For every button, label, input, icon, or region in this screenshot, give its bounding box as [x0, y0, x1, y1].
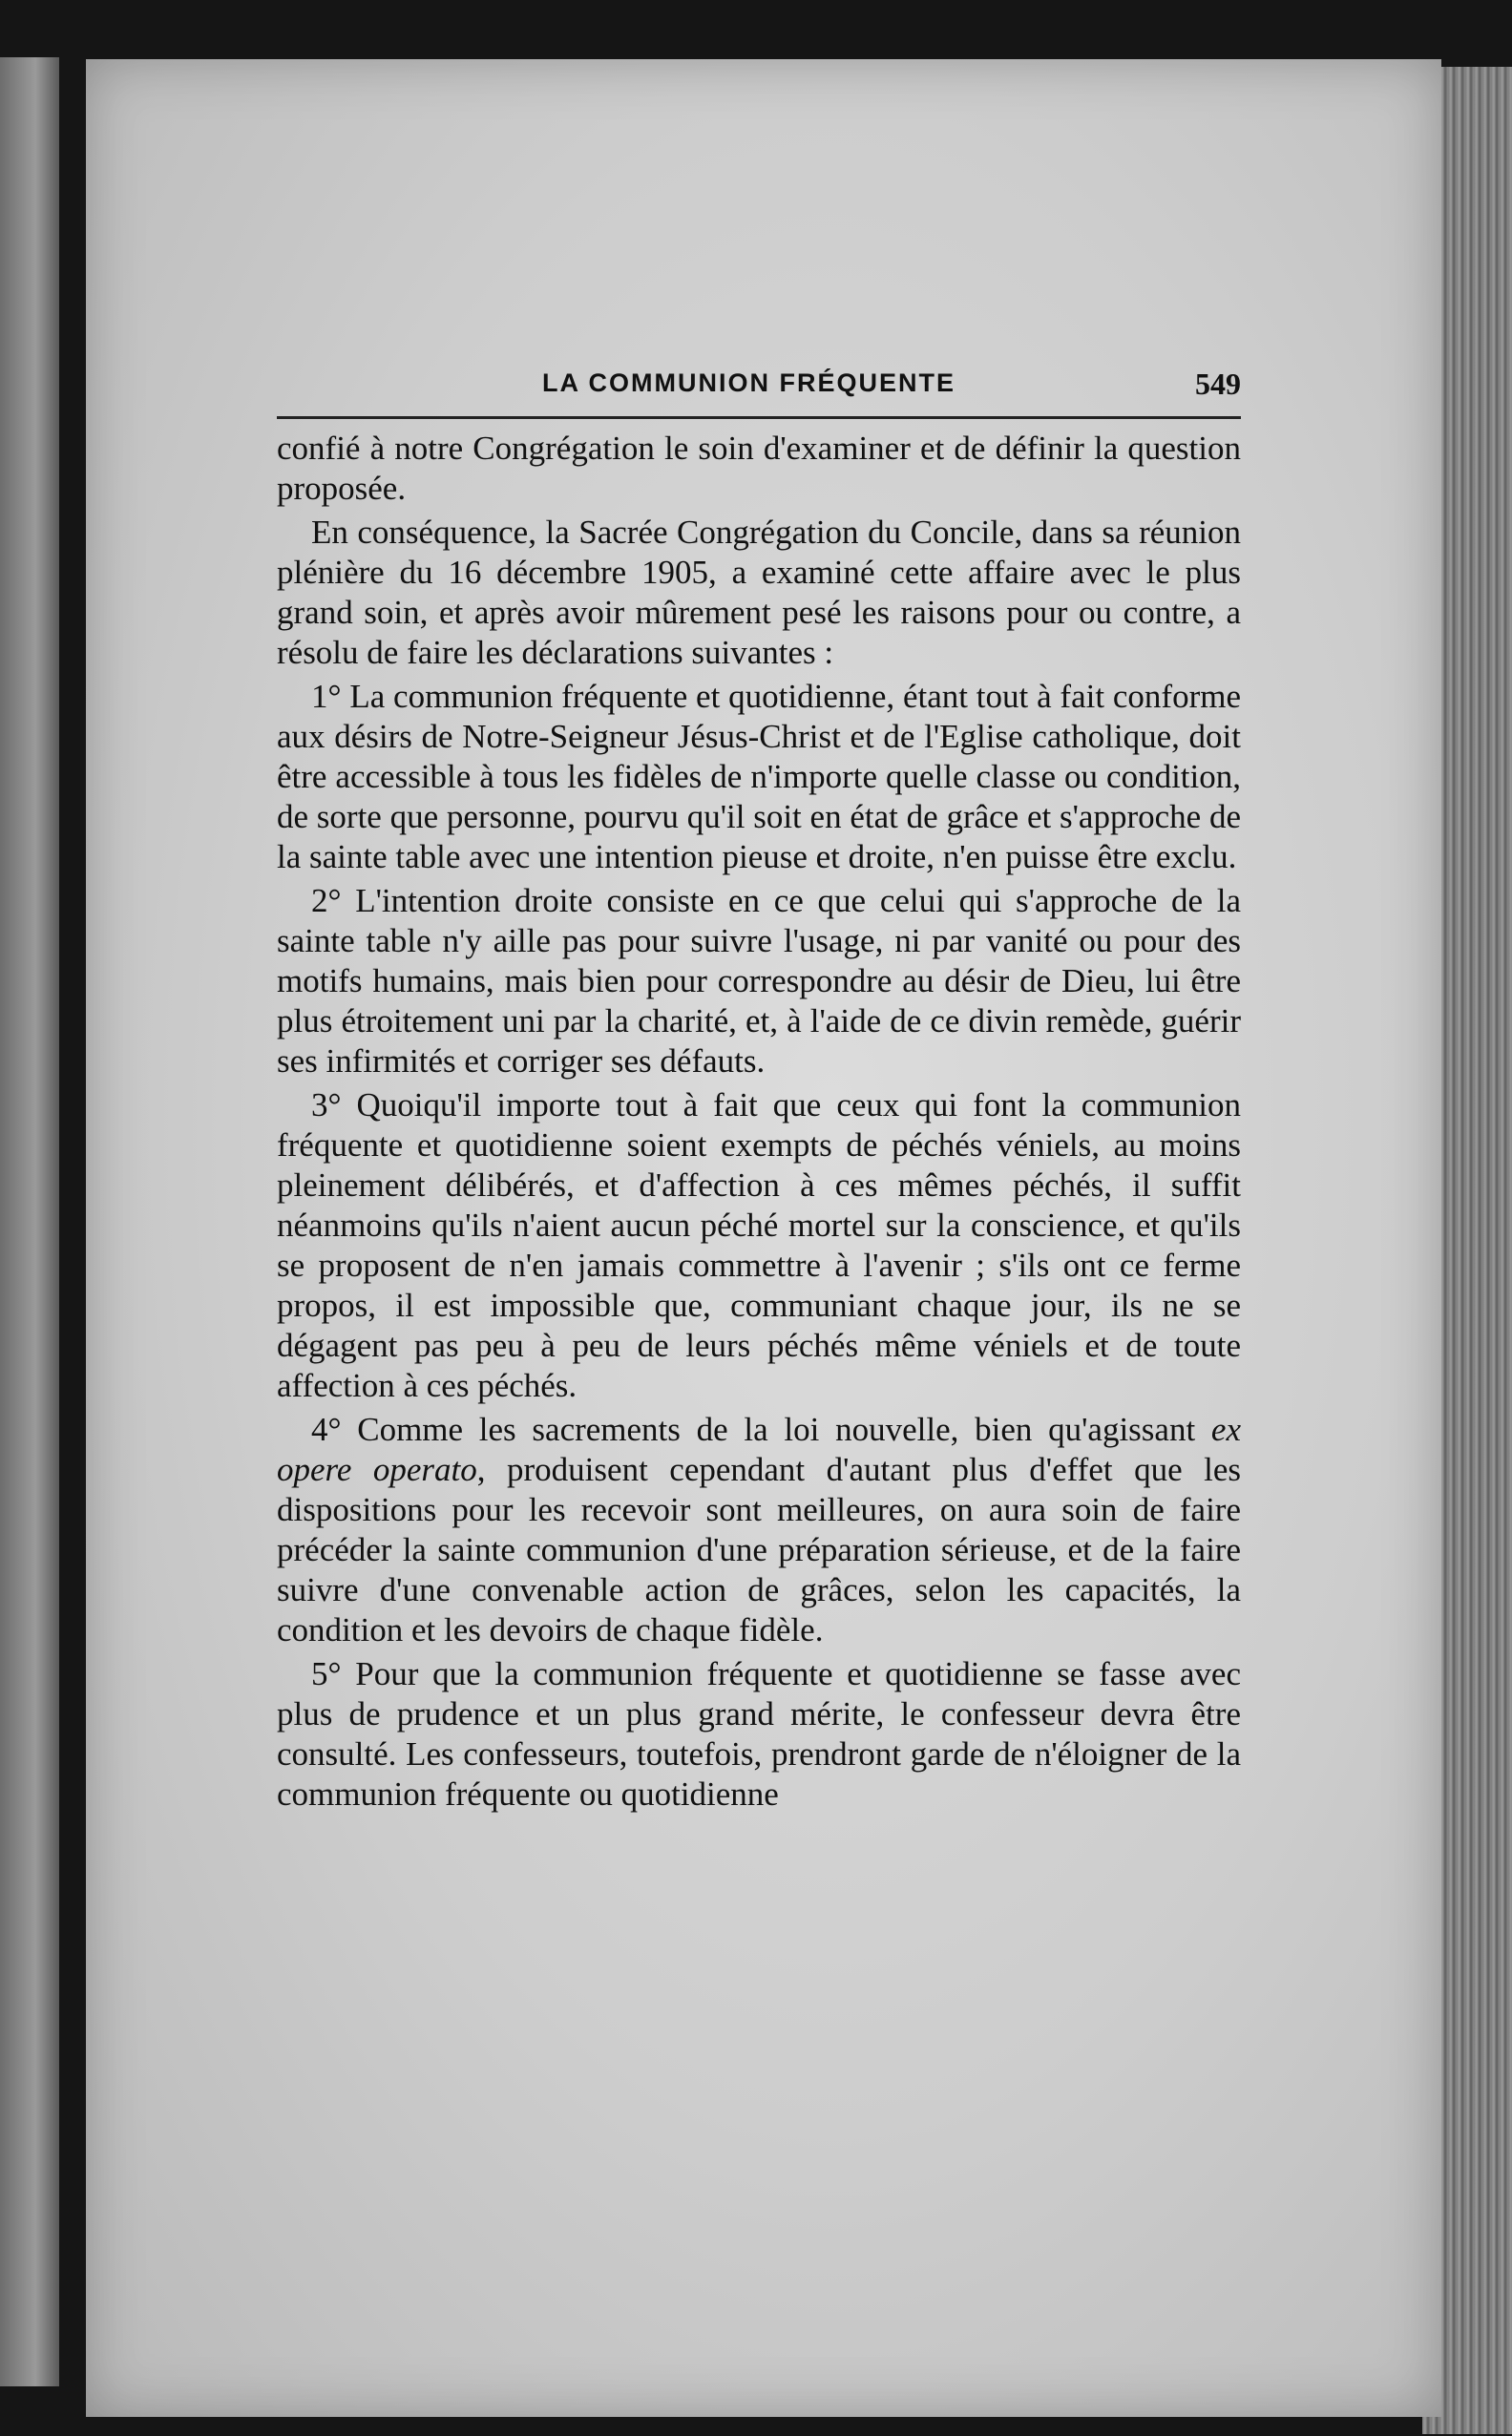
facing-page-edge: [0, 57, 59, 2386]
page-content: [277, 363, 1241, 1815]
paragraph: 3° Quoiqu'il importe tout à fait que ceux qui font la communion fréquente et quotidienne soient exempts de péchés véniels, au moins pleinement délibérés, et d'affection à ces mêmes péchés, il suffit néanmoins qu'ils n'aient aucun péché mortel sur la conscience, et qu'ils se proposent de n'en jamais commettre à l'avenir ; s'ils ont ce ferme propos, il est impossible que, communiant chaque jour, ils ne se dégagent pas peu à peu de leurs péchés même véniels et de toute affection à ces péchés.: [277, 1086, 1241, 1404]
body-text: [277, 429, 1241, 1815]
running-title: LA COMMUNION FRÉQUENTE: [542, 368, 956, 397]
paragraph: 5° Pour que la communion fréquente et quotidienne se fasse avec plus de prudence et un plus grand mérite, le confesseur devra être consulté. Les confesseurs, toutefois, prendront garde de n'éloigner de la communion fréquente ou quotidienne: [277, 1655, 1241, 1813]
book-page: [86, 59, 1441, 2417]
paragraph: En conséquence, la Sacrée Congrégation du Concile, dans sa réunion plénière du 16 décembre 1905, a examiné cette affaire avec le plus grand soin, et après avoir mûrement pesé les raisons pour ou contre, a résolu de faire les déclarations suivantes :: [277, 514, 1241, 671]
page-number: 549: [1195, 367, 1241, 401]
latin-phrase: ex opere operato: [277, 1411, 1241, 1488]
paragraph: 2° L'intention droite consiste en ce que celui qui s'approche de la sainte table n'y aille pas pour suivre l'usage, ni par vanité ou pour des motifs humains, mais bien pour correspondre au désir de Dieu, lui être plus étroitement uni par la charité, et, à l'aide de ce divin remède, guérir ses infirmités et corriger ses défauts.: [277, 882, 1241, 1080]
paragraph: confié à notre Congrégation le soin d'examiner et de définir la question proposée.: [277, 430, 1241, 507]
paragraph: 1° La communion fréquente et quotidienne, étant tout à fait conforme aux désirs de Notre-Seigneur Jésus-Christ et de l'Eglise catholique, doit être accessible à tous les fidèles de n'importe quelle classe ou condition, de sorte que personne, pourvu qu'il soit en état de grâce et s'approche de la sainte table avec une intention pieuse et droite, n'en puisse être exclu.: [277, 678, 1241, 875]
running-header: [277, 363, 1241, 419]
paragraph: 4° Comme les sacrements de la loi nouvelle, bien qu'agissant ex opere operato, produisent cependant d'autant plus d'effet que les dispositions pour les recevoir sont meilleures, on aura soin de faire précéder la sainte communion d'une préparation sérieuse, et de la faire suivre d'une convenable action de grâces, selon les capacités, la condition et les devoirs de chaque fidèle.: [277, 1411, 1241, 1648]
